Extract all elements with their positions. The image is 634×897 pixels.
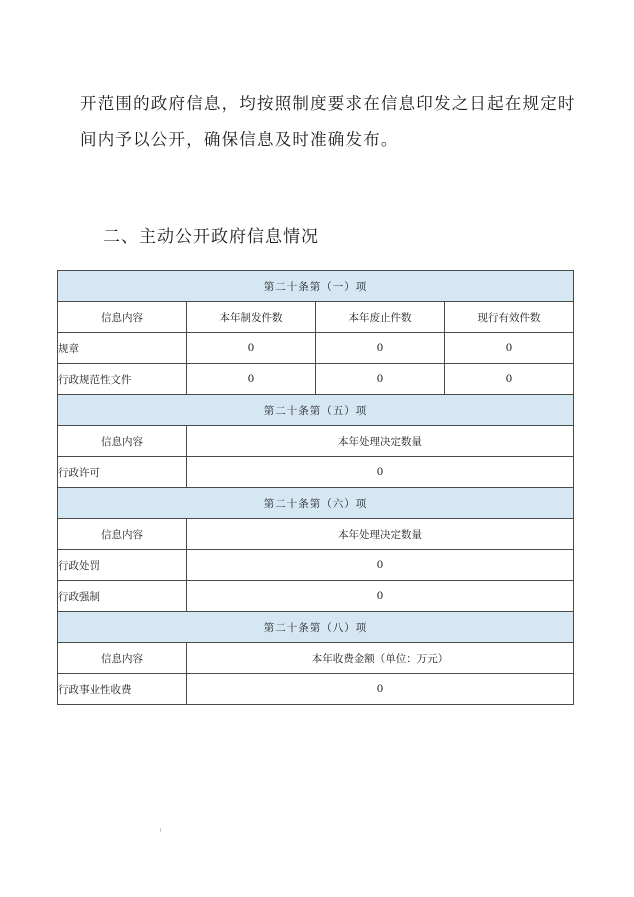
disclosure-table <box>57 270 574 705</box>
header-issued-count: 本年制发件数 <box>187 302 316 333</box>
cell-abolished: 0 <box>316 333 445 364</box>
cell-fee-amount: 0 <box>187 674 574 705</box>
cell-issued: 0 <box>187 333 316 364</box>
cell-decision-count: 0 <box>187 550 574 581</box>
header-decision-count: 本年处理决定数量 <box>187 519 574 550</box>
band-row-article-20-6 <box>58 488 574 519</box>
band-row-article-20-1 <box>58 271 574 302</box>
table-row <box>58 457 574 488</box>
band-article-20-5: 第二十条第（五）项 <box>58 395 574 426</box>
row-label-administrative-enforcement: 行政强制 <box>58 581 187 612</box>
header-info-content: 信息内容 <box>58 519 187 550</box>
header-abolished-count: 本年废止件数 <box>316 302 445 333</box>
header-fee-amount: 本年收费金额（单位：万元） <box>187 643 574 674</box>
band-row-article-20-8 <box>58 612 574 643</box>
table-header-row <box>58 426 574 457</box>
table-row <box>58 674 574 705</box>
header-info-content: 信息内容 <box>58 426 187 457</box>
paragraph-line-2: 间内予以公开，确保信息及时准确发布。 <box>80 130 399 149</box>
paragraph-line-1: 开范围的政府信息，均按照制度要求在信息印发之日起在规定时 <box>80 94 576 113</box>
intro-paragraph <box>80 86 580 158</box>
table-header-row <box>58 302 574 333</box>
header-info-content: 信息内容 <box>58 302 187 333</box>
band-row-article-20-5 <box>58 395 574 426</box>
row-label-regulations: 规章 <box>58 333 187 364</box>
cell-valid: 0 <box>445 364 574 395</box>
scan-mark <box>160 828 161 832</box>
row-label-administrative-license: 行政许可 <box>58 457 187 488</box>
cell-issued: 0 <box>187 364 316 395</box>
section-heading: 二、主动公开政府信息情况 <box>103 227 319 247</box>
table-row <box>58 550 574 581</box>
band-article-20-1: 第二十条第（一）项 <box>58 271 574 302</box>
header-info-content: 信息内容 <box>58 643 187 674</box>
band-article-20-6: 第二十条第（六）项 <box>58 488 574 519</box>
header-decision-count: 本年处理决定数量 <box>187 426 574 457</box>
cell-decision-count: 0 <box>187 457 574 488</box>
header-valid-count: 现行有效件数 <box>445 302 574 333</box>
band-article-20-8: 第二十条第（八）项 <box>58 612 574 643</box>
table-row <box>58 581 574 612</box>
table-header-row <box>58 643 574 674</box>
table-header-row <box>58 519 574 550</box>
row-label-normative-documents: 行政规范性文件 <box>58 364 187 395</box>
table-row <box>58 364 574 395</box>
table-row <box>58 333 574 364</box>
cell-decision-count: 0 <box>187 581 574 612</box>
row-label-administrative-fees: 行政事业性收费 <box>58 674 187 705</box>
cell-abolished: 0 <box>316 364 445 395</box>
row-label-administrative-penalty: 行政处罚 <box>58 550 187 581</box>
cell-valid: 0 <box>445 333 574 364</box>
